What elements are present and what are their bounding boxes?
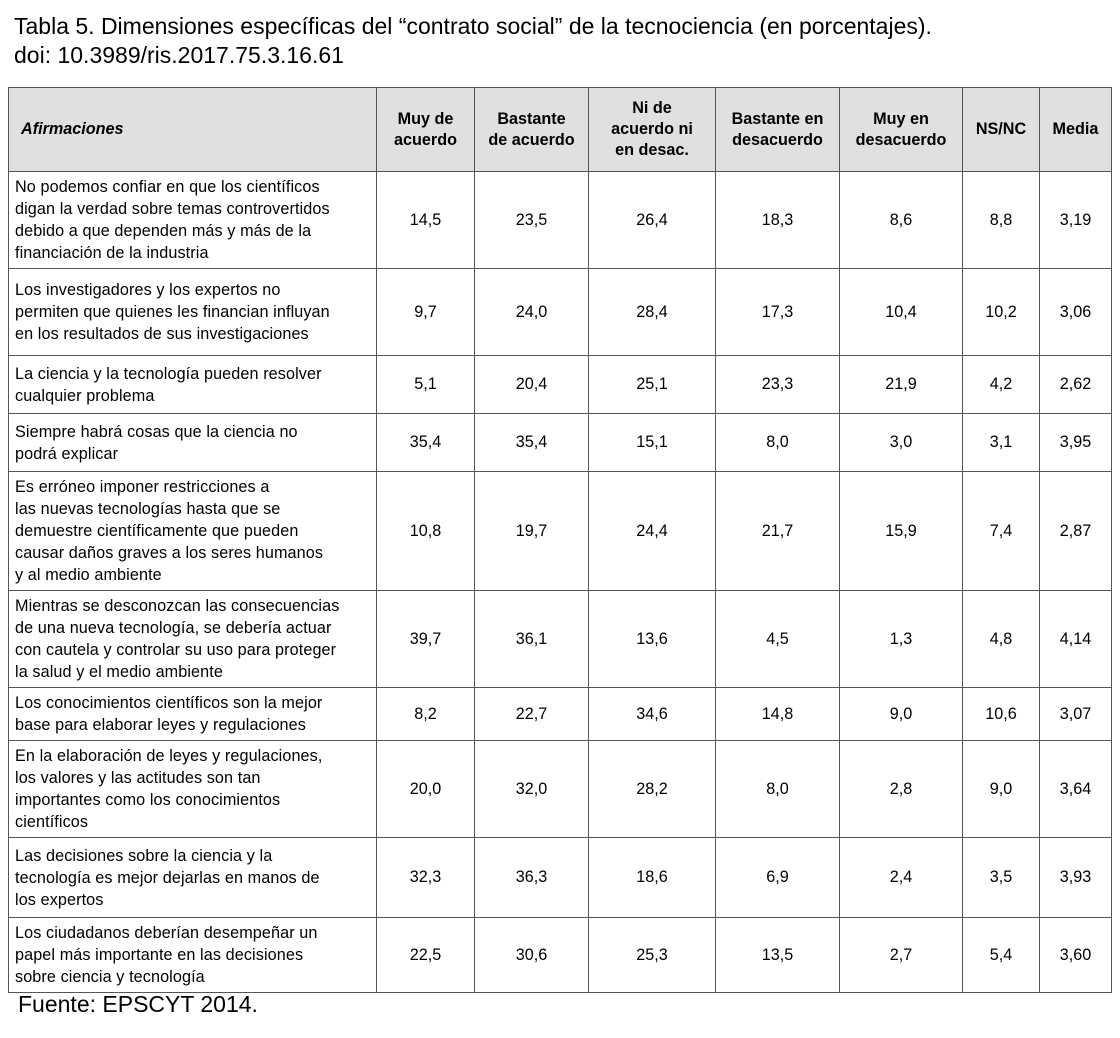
- header-line: desacuerdo: [855, 130, 947, 149]
- value-cell: 39,7: [377, 591, 475, 688]
- statement-line: tecnología es mejor dejarlas en manos de: [15, 868, 320, 887]
- source-note: Fuente: EPSCYT 2014.: [18, 991, 258, 1017]
- value-cell: 4,14: [1040, 591, 1112, 688]
- statement-line: con cautela y controlar su uso para proteger: [15, 641, 337, 659]
- statement-line: importantes como los conocimientos: [15, 791, 281, 809]
- header-line: en desac.: [615, 141, 689, 159]
- value-cell: 25,3: [589, 918, 716, 993]
- value-cell: 10,8: [377, 472, 475, 591]
- value-cell: 14,8: [716, 688, 840, 741]
- header-cell: [377, 88, 475, 172]
- statement-line: las nuevas tecnologías hasta que se: [15, 500, 281, 518]
- statement-line: demuestre científicamente que pueden: [15, 522, 299, 540]
- data-table: [8, 87, 1112, 993]
- value-cell: 2,87: [1040, 472, 1112, 591]
- value-cell: 18,3: [716, 172, 840, 269]
- value-cell: 32,3: [377, 838, 475, 918]
- statement-line: La ciencia y la tecnología pueden resolver: [15, 364, 322, 383]
- statement-line: causar daños graves a los seres humanos: [15, 544, 324, 562]
- header-statement: Afirmaciones: [9, 88, 377, 172]
- value-cell: 10,6: [963, 688, 1040, 741]
- header-cell: [963, 88, 1040, 172]
- value-cell: 22,5: [377, 918, 475, 993]
- value-cell: 6,9: [716, 838, 840, 918]
- statement-cell: [9, 356, 377, 414]
- header-line: Ni de: [632, 99, 672, 117]
- caption-doi: doi: 10.3989/ris.2017.75.3.16.61: [14, 42, 344, 68]
- value-cell: 3,07: [1040, 688, 1112, 741]
- statement-line: en los resultados de sus investigaciones: [15, 325, 309, 343]
- statement-cell: [9, 414, 377, 472]
- value-cell: 2,8: [840, 741, 963, 838]
- value-cell: 15,9: [840, 472, 963, 591]
- value-cell: 4,5: [716, 591, 840, 688]
- value-cell: 1,3: [840, 591, 963, 688]
- value-cell: 10,4: [840, 269, 963, 356]
- value-cell: 36,3: [475, 838, 589, 918]
- value-cell: 4,2: [963, 356, 1040, 414]
- value-cell: 17,3: [716, 269, 840, 356]
- value-cell: 8,8: [963, 172, 1040, 269]
- value-cell: 20,0: [377, 741, 475, 838]
- statement-line: Mientras se desconozcan las consecuencias: [15, 597, 340, 615]
- value-cell: 19,7: [475, 472, 589, 591]
- value-cell: 14,5: [377, 172, 475, 269]
- statement-cell: [9, 918, 377, 993]
- statement-line: En la elaboración de leyes y regulaciones,: [15, 747, 323, 765]
- value-cell: 3,19: [1040, 172, 1112, 269]
- statement-line: Los conocimientos científicos son la mejor: [15, 694, 323, 712]
- statement-line: científicos: [15, 813, 89, 831]
- value-cell: 26,4: [589, 172, 716, 269]
- statement-line: Los investigadores y los expertos no: [15, 281, 281, 299]
- header-cell: [589, 88, 716, 172]
- value-cell: 36,1: [475, 591, 589, 688]
- table-row: [9, 172, 1112, 269]
- value-cell: 24,4: [589, 472, 716, 591]
- header-line: Bastante en: [731, 109, 824, 128]
- table-row: [9, 591, 1112, 688]
- value-cell: 2,62: [1040, 356, 1112, 414]
- table-row: [9, 269, 1112, 356]
- header-cell: [1040, 88, 1112, 172]
- table-caption: [14, 12, 1104, 70]
- value-cell: 3,06: [1040, 269, 1112, 356]
- statement-cell: [9, 472, 377, 591]
- value-cell: 2,4: [840, 838, 963, 918]
- statement-line: cualquier problema: [15, 386, 155, 405]
- statement-line: Las decisiones sobre la ciencia y la: [15, 846, 273, 865]
- value-cell: 18,6: [589, 838, 716, 918]
- statement-line: Es erróneo imponer restricciones a: [15, 478, 270, 496]
- header-line: desacuerdo: [732, 130, 823, 149]
- statement-cell: [9, 838, 377, 918]
- value-cell: 23,5: [475, 172, 589, 269]
- value-cell: 2,7: [840, 918, 963, 993]
- table-row: [9, 918, 1112, 993]
- value-cell: 28,2: [589, 741, 716, 838]
- value-cell: 24,0: [475, 269, 589, 356]
- table-row: [9, 414, 1112, 472]
- value-cell: 10,2: [963, 269, 1040, 356]
- value-cell: 32,0: [475, 741, 589, 838]
- statement-line: permiten que quienes les financian influyan: [15, 303, 330, 321]
- statement-line: Los ciudadanos deberían desempeñar un: [15, 924, 318, 942]
- value-cell: 5,4: [963, 918, 1040, 993]
- table-row: [9, 356, 1112, 414]
- value-cell: 28,4: [589, 269, 716, 356]
- statement-line: y al medio ambiente: [15, 566, 162, 584]
- statement-line: podrá explicar: [15, 444, 119, 463]
- value-cell: 34,6: [589, 688, 716, 741]
- value-cell: 13,5: [716, 918, 840, 993]
- statement-line: la salud y el medio ambiente: [15, 663, 223, 681]
- statement-line: debido a que dependen más y más de la: [15, 222, 312, 240]
- value-cell: 21,9: [840, 356, 963, 414]
- statement-line: base para elaborar leyes y regulaciones: [15, 716, 306, 734]
- value-cell: 4,8: [963, 591, 1040, 688]
- value-cell: 5,1: [377, 356, 475, 414]
- table-row: [9, 688, 1112, 741]
- value-cell: 22,7: [475, 688, 589, 741]
- statement-cell: [9, 688, 377, 741]
- value-cell: 30,6: [475, 918, 589, 993]
- header-line: acuerdo: [394, 130, 457, 149]
- value-cell: 35,4: [475, 414, 589, 472]
- statement-line: sobre ciencia y tecnología: [15, 968, 205, 986]
- header-row: [9, 88, 1112, 172]
- statement-line: Siempre habrá cosas que la ciencia no: [15, 422, 298, 441]
- statement-line: No podemos confiar en que los científicos: [15, 178, 320, 196]
- value-cell: 3,1: [963, 414, 1040, 472]
- value-cell: 7,4: [963, 472, 1040, 591]
- value-cell: 15,1: [589, 414, 716, 472]
- value-cell: 20,4: [475, 356, 589, 414]
- value-cell: 3,0: [840, 414, 963, 472]
- value-cell: 35,4: [377, 414, 475, 472]
- value-cell: 8,0: [716, 741, 840, 838]
- value-cell: 3,5: [963, 838, 1040, 918]
- value-cell: 8,6: [840, 172, 963, 269]
- header-line: Media: [1052, 120, 1099, 138]
- value-cell: 9,0: [963, 741, 1040, 838]
- value-cell: 3,64: [1040, 741, 1112, 838]
- value-cell: 3,60: [1040, 918, 1112, 993]
- header-line: Muy en: [873, 109, 929, 128]
- header-cell: [716, 88, 840, 172]
- statement-cell: [9, 172, 377, 269]
- value-cell: 25,1: [589, 356, 716, 414]
- table-row: [9, 741, 1112, 838]
- statement-line: financiación de la industria: [15, 244, 209, 262]
- header-line: NS/NC: [975, 120, 1027, 138]
- table-body: [9, 172, 1112, 993]
- value-cell: 9,7: [377, 269, 475, 356]
- statement-line: los expertos: [15, 890, 104, 909]
- header-cell: [475, 88, 589, 172]
- value-cell: 3,93: [1040, 838, 1112, 918]
- value-cell: 8,0: [716, 414, 840, 472]
- value-cell: 9,0: [840, 688, 963, 741]
- statement-cell: [9, 269, 377, 356]
- header-line: acuerdo ni: [611, 120, 693, 138]
- value-cell: 21,7: [716, 472, 840, 591]
- value-cell: 13,6: [589, 591, 716, 688]
- header-cell: [840, 88, 963, 172]
- header-line: Bastante: [497, 109, 566, 128]
- statement-line: los valores y las actitudes son tan: [15, 769, 261, 787]
- statement-line: papel más importante en las decisiones: [15, 946, 304, 964]
- value-cell: 8,2: [377, 688, 475, 741]
- header-line: de acuerdo: [488, 130, 575, 149]
- caption-title: Tabla 5. Dimensiones específicas del “contrato social” de la tecnociencia (en porcentajes).: [14, 13, 932, 39]
- statement-line: de una nueva tecnología, se debería actuar: [15, 619, 332, 637]
- statement-cell: [9, 591, 377, 688]
- table-row: [9, 472, 1112, 591]
- table-row: [9, 838, 1112, 918]
- value-cell: 23,3: [716, 356, 840, 414]
- statement-line: digan la verdad sobre temas controvertidos: [15, 200, 330, 218]
- header-line: Muy de: [397, 109, 454, 128]
- value-cell: 3,95: [1040, 414, 1112, 472]
- statement-cell: [9, 741, 377, 838]
